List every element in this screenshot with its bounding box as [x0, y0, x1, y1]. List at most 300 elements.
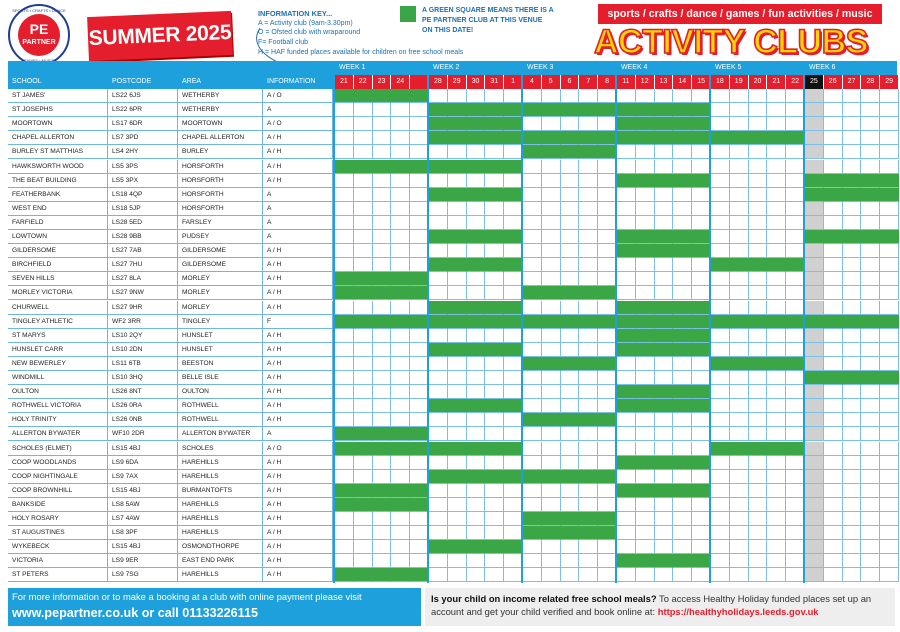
club-day-empty — [730, 103, 749, 117]
club-day-empty — [767, 188, 786, 202]
cell-school: HAWKSWORTH WOOD — [8, 160, 108, 174]
club-day-active — [579, 413, 598, 427]
club-day-empty — [579, 385, 598, 399]
club-day-empty — [673, 286, 692, 300]
club-day-empty — [429, 174, 448, 188]
club-day-empty — [636, 512, 655, 526]
club-day-active — [448, 470, 467, 484]
cell-postcode: LS9 6DA — [108, 456, 178, 470]
club-day-active — [673, 456, 692, 470]
club-day-empty — [673, 89, 692, 103]
day-number: 11 — [617, 75, 636, 89]
club-day-empty — [880, 117, 899, 131]
club-day-active — [354, 160, 373, 174]
club-day-empty — [749, 456, 768, 470]
club-day-empty — [467, 498, 486, 512]
club-day-active — [655, 131, 674, 145]
club-day-empty — [561, 540, 580, 554]
club-day-empty — [880, 442, 899, 456]
cell-information: A / H — [263, 357, 333, 371]
club-day-empty — [843, 413, 862, 427]
club-day-active — [636, 329, 655, 343]
cell-area: MORLEY — [178, 301, 263, 315]
club-day-empty — [673, 568, 692, 582]
club-day-empty — [354, 540, 373, 554]
club-day-empty — [561, 244, 580, 258]
cell-information: A — [263, 188, 333, 202]
cell-information: A — [263, 427, 333, 441]
club-day-empty — [749, 554, 768, 568]
club-day-empty — [880, 456, 899, 470]
club-day-active — [730, 131, 749, 145]
club-day-active — [335, 484, 354, 498]
club-day-empty — [485, 385, 504, 399]
club-day-active — [448, 160, 467, 174]
club-day-empty — [467, 244, 486, 258]
club-day-empty — [617, 188, 636, 202]
day-number: 27 — [843, 75, 862, 89]
cell-postcode: LS27 9HR — [108, 301, 178, 315]
club-day-empty — [749, 188, 768, 202]
club-day-active — [617, 343, 636, 357]
club-day-empty — [429, 427, 448, 441]
club-day-empty — [373, 131, 392, 145]
green-square-key-icon — [400, 6, 416, 22]
cell-school: VICTORIA — [8, 554, 108, 568]
club-day-empty — [485, 568, 504, 582]
club-day-empty — [749, 160, 768, 174]
cell-area: WETHERBY — [178, 89, 263, 103]
club-day-active — [579, 357, 598, 371]
club-day-empty — [542, 272, 561, 286]
club-day-empty — [824, 413, 843, 427]
day-number: 8 — [598, 75, 617, 89]
cell-information: A / H — [263, 244, 333, 258]
club-day-active — [335, 89, 354, 103]
club-day-empty — [485, 145, 504, 159]
club-day-empty — [636, 145, 655, 159]
club-day-empty — [485, 329, 504, 343]
club-day-empty — [749, 301, 768, 315]
club-day-active — [485, 470, 504, 484]
club-day-empty — [542, 371, 561, 385]
club-day-empty — [843, 89, 862, 103]
week-divider — [333, 61, 335, 583]
club-day-empty — [485, 202, 504, 216]
club-day-active — [467, 160, 486, 174]
club-day-empty — [391, 540, 410, 554]
club-day-empty — [354, 456, 373, 470]
club-day-empty — [711, 427, 730, 441]
club-day-active — [391, 286, 410, 300]
club-day-empty — [448, 371, 467, 385]
club-day-active — [448, 301, 467, 315]
club-day-empty — [391, 329, 410, 343]
club-day-empty — [805, 484, 824, 498]
club-day-empty — [467, 554, 486, 568]
club-day-active — [373, 498, 392, 512]
club-day-empty — [861, 216, 880, 230]
club-day-active — [391, 568, 410, 582]
club-day-empty — [655, 160, 674, 174]
club-day-empty — [579, 329, 598, 343]
club-day-active — [523, 103, 542, 117]
club-day-empty — [861, 526, 880, 540]
club-day-empty — [673, 427, 692, 441]
day-number: 29 — [880, 75, 899, 89]
club-day-active — [730, 442, 749, 456]
club-day-empty — [335, 258, 354, 272]
club-day-active — [824, 230, 843, 244]
club-day-empty — [429, 286, 448, 300]
club-day-empty — [542, 202, 561, 216]
club-day-empty — [542, 329, 561, 343]
club-day-empty — [730, 554, 749, 568]
club-day-empty — [448, 413, 467, 427]
club-day-active — [429, 188, 448, 202]
day-number: 5 — [542, 75, 561, 89]
club-day-empty — [429, 554, 448, 568]
club-day-empty — [467, 427, 486, 441]
club-day-empty — [523, 456, 542, 470]
cell-school: NEW BEWERLEY — [8, 357, 108, 371]
club-day-empty — [655, 286, 674, 300]
club-day-empty — [354, 554, 373, 568]
club-day-empty — [767, 216, 786, 230]
club-day-empty — [542, 385, 561, 399]
club-day-empty — [354, 174, 373, 188]
cell-information: A / H — [263, 526, 333, 540]
club-day-empty — [843, 427, 862, 441]
club-day-active — [429, 301, 448, 315]
club-day-empty — [448, 244, 467, 258]
club-day-empty — [861, 413, 880, 427]
club-day-active — [673, 385, 692, 399]
cell-school: CHURWELL — [8, 301, 108, 315]
club-day-active — [655, 456, 674, 470]
cell-information: A / H — [263, 258, 333, 272]
club-day-empty — [448, 554, 467, 568]
club-day-empty — [542, 258, 561, 272]
club-day-empty — [579, 216, 598, 230]
club-day-empty — [843, 117, 862, 131]
club-day-empty — [824, 258, 843, 272]
club-day-active — [467, 131, 486, 145]
club-day-empty — [561, 272, 580, 286]
club-day-active — [673, 103, 692, 117]
club-day-empty — [561, 329, 580, 343]
cell-postcode: LS11 6TB — [108, 357, 178, 371]
club-day-empty — [617, 470, 636, 484]
club-day-empty — [523, 272, 542, 286]
cell-information: A / H — [263, 554, 333, 568]
club-day-active — [673, 554, 692, 568]
club-day-empty — [843, 272, 862, 286]
club-day-active — [767, 131, 786, 145]
club-day-empty — [824, 329, 843, 343]
club-day-empty — [730, 301, 749, 315]
cell-information: A / H — [263, 484, 333, 498]
club-day-empty — [880, 498, 899, 512]
club-day-empty — [636, 526, 655, 540]
club-day-empty — [843, 202, 862, 216]
club-day-active — [579, 131, 598, 145]
club-day-empty — [711, 554, 730, 568]
club-day-empty — [749, 145, 768, 159]
club-day-active — [673, 484, 692, 498]
club-day-empty — [711, 512, 730, 526]
cell-school: GILDERSOME — [8, 244, 108, 258]
club-day-active — [448, 230, 467, 244]
club-day-empty — [561, 117, 580, 131]
club-day-active — [485, 343, 504, 357]
club-day-empty — [730, 427, 749, 441]
club-day-empty — [824, 216, 843, 230]
cell-area: CHAPEL ALLERTON — [178, 131, 263, 145]
club-day-empty — [749, 216, 768, 230]
cell-postcode: WF10 2DR — [108, 427, 178, 441]
club-day-active — [448, 540, 467, 554]
club-day-active — [467, 343, 486, 357]
club-day-empty — [805, 202, 824, 216]
club-day-empty — [767, 512, 786, 526]
club-day-active — [429, 442, 448, 456]
club-day-empty — [373, 526, 392, 540]
club-day-active — [542, 470, 561, 484]
club-day-empty — [805, 258, 824, 272]
club-day-empty — [561, 160, 580, 174]
club-day-active — [373, 442, 392, 456]
club-day-empty — [749, 244, 768, 258]
club-day-empty — [448, 286, 467, 300]
club-day-active — [843, 315, 862, 329]
cell-postcode: LS27 8LA — [108, 272, 178, 286]
cell-information: A / H — [263, 174, 333, 188]
club-day-empty — [861, 244, 880, 258]
club-day-active — [485, 117, 504, 131]
club-day-empty — [391, 413, 410, 427]
club-day-active — [843, 188, 862, 202]
week-divider — [615, 61, 617, 583]
club-day-active — [467, 258, 486, 272]
club-day-empty — [617, 568, 636, 582]
club-day-empty — [730, 272, 749, 286]
club-day-active — [655, 174, 674, 188]
club-day-active — [579, 103, 598, 117]
club-day-active — [467, 188, 486, 202]
club-day-active — [805, 230, 824, 244]
club-day-active — [467, 470, 486, 484]
cell-area: HAREHILLS — [178, 498, 263, 512]
club-day-empty — [880, 413, 899, 427]
cell-area: FARSLEY — [178, 216, 263, 230]
column-header-area: AREA — [178, 75, 263, 89]
club-day-empty — [711, 188, 730, 202]
club-day-active — [655, 315, 674, 329]
club-day-empty — [561, 174, 580, 188]
club-day-empty — [880, 399, 899, 413]
club-day-empty — [636, 427, 655, 441]
club-day-empty — [805, 89, 824, 103]
information-key-line: F= Football club — [258, 39, 308, 47]
cell-postcode: LS10 2DN — [108, 343, 178, 357]
club-day-empty — [523, 244, 542, 258]
club-day-active — [354, 89, 373, 103]
club-day-empty — [373, 117, 392, 131]
club-day-empty — [861, 484, 880, 498]
cell-postcode: LS27 7AB — [108, 244, 178, 258]
club-day-empty — [561, 89, 580, 103]
club-day-active — [523, 470, 542, 484]
club-day-active — [636, 484, 655, 498]
cell-school: BURLEY ST MATTHIAS — [8, 145, 108, 159]
club-day-empty — [767, 554, 786, 568]
club-day-empty — [335, 145, 354, 159]
club-day-active — [617, 174, 636, 188]
club-day-empty — [617, 145, 636, 159]
cell-postcode: LS9 7SG — [108, 568, 178, 582]
cell-postcode: LS9 9ER — [108, 554, 178, 568]
green-key-line: A GREEN SQUARE MEANS THERE IS A — [422, 7, 554, 14]
day-number: 22 — [354, 75, 373, 89]
day-number: 23 — [373, 75, 392, 89]
club-day-empty — [749, 568, 768, 582]
club-day-empty — [373, 385, 392, 399]
club-day-active — [636, 315, 655, 329]
cell-information: A / H — [263, 399, 333, 413]
club-day-empty — [824, 484, 843, 498]
club-day-empty — [579, 371, 598, 385]
club-day-empty — [429, 526, 448, 540]
club-day-empty — [523, 216, 542, 230]
healthy-holidays-link[interactable]: https://healthyholidays.leeds.gov.uk — [657, 605, 819, 617]
booking-contact: www.pepartner.co.uk or call 01133226115 — [12, 606, 258, 620]
club-day-empty — [824, 512, 843, 526]
club-day-empty — [767, 145, 786, 159]
club-day-empty — [335, 413, 354, 427]
club-day-active — [467, 230, 486, 244]
club-day-empty — [391, 399, 410, 413]
club-day-active — [373, 160, 392, 174]
club-day-active — [467, 315, 486, 329]
cell-information: A / H — [263, 286, 333, 300]
club-day-active — [429, 470, 448, 484]
club-day-empty — [354, 413, 373, 427]
club-day-empty — [711, 413, 730, 427]
cell-area: OSMONDTHORPE — [178, 540, 263, 554]
club-day-empty — [711, 244, 730, 258]
club-day-empty — [335, 357, 354, 371]
cell-school: WINDMILL — [8, 371, 108, 385]
club-day-empty — [655, 442, 674, 456]
club-day-empty — [749, 202, 768, 216]
activities-subtitle: sports / crafts / dance / games / fun activities / music — [598, 4, 882, 24]
club-day-empty — [391, 385, 410, 399]
club-day-active — [673, 315, 692, 329]
cell-postcode: LS5 3PX — [108, 174, 178, 188]
club-day-empty — [730, 385, 749, 399]
club-day-empty — [805, 399, 824, 413]
club-day-active — [767, 258, 786, 272]
cell-school: COOP NIGHTINGALE — [8, 470, 108, 484]
club-day-empty — [805, 117, 824, 131]
club-day-empty — [523, 343, 542, 357]
club-day-active — [673, 174, 692, 188]
club-day-empty — [843, 484, 862, 498]
club-day-active — [391, 484, 410, 498]
day-number: 25 — [805, 75, 824, 89]
cell-area: MORLEY — [178, 286, 263, 300]
header-spacer — [8, 61, 333, 75]
club-day-empty — [542, 117, 561, 131]
club-day-active — [373, 484, 392, 498]
club-day-empty — [655, 371, 674, 385]
club-day-empty — [655, 272, 674, 286]
club-day-empty — [485, 244, 504, 258]
club-day-empty — [711, 145, 730, 159]
day-number: 4 — [523, 75, 542, 89]
club-day-empty — [448, 357, 467, 371]
club-day-empty — [730, 160, 749, 174]
club-day-active — [749, 315, 768, 329]
club-day-empty — [805, 442, 824, 456]
club-day-empty — [448, 89, 467, 103]
club-day-empty — [429, 385, 448, 399]
cell-information: A / H — [263, 272, 333, 286]
club-day-active — [730, 357, 749, 371]
club-day-empty — [617, 160, 636, 174]
club-day-active — [335, 286, 354, 300]
column-header-postcode: POSTCODE — [108, 75, 178, 89]
club-day-empty — [542, 188, 561, 202]
club-day-active — [843, 230, 862, 244]
club-day-empty — [617, 202, 636, 216]
club-day-empty — [843, 456, 862, 470]
cell-information: A / H — [263, 145, 333, 159]
cell-school: HOLY ROSARY — [8, 512, 108, 526]
club-day-empty — [843, 470, 862, 484]
club-day-empty — [767, 540, 786, 554]
day-number: 22 — [786, 75, 805, 89]
cell-information: A / O — [263, 89, 333, 103]
cell-postcode: WF2 3RR — [108, 315, 178, 329]
club-day-active — [523, 357, 542, 371]
club-day-empty — [579, 117, 598, 131]
club-day-empty — [730, 540, 749, 554]
club-day-empty — [805, 413, 824, 427]
club-day-empty — [561, 230, 580, 244]
club-day-empty — [561, 442, 580, 456]
club-day-active — [561, 286, 580, 300]
club-day-empty — [749, 526, 768, 540]
club-day-empty — [523, 230, 542, 244]
cell-area: HUNSLET — [178, 329, 263, 343]
cell-area: BURMANTOFTS — [178, 484, 263, 498]
club-day-empty — [354, 470, 373, 484]
club-day-empty — [880, 526, 899, 540]
information-key-line: A = Activity club (9am-3.30pm) — [258, 19, 353, 27]
club-day-empty — [843, 329, 862, 343]
club-day-active — [429, 399, 448, 413]
club-day-empty — [805, 554, 824, 568]
club-day-empty — [767, 286, 786, 300]
club-day-empty — [805, 145, 824, 159]
club-day-empty — [617, 413, 636, 427]
cell-information: A / H — [263, 301, 333, 315]
cell-postcode: LS7 4AW — [108, 512, 178, 526]
club-day-active — [711, 442, 730, 456]
club-day-empty — [391, 512, 410, 526]
